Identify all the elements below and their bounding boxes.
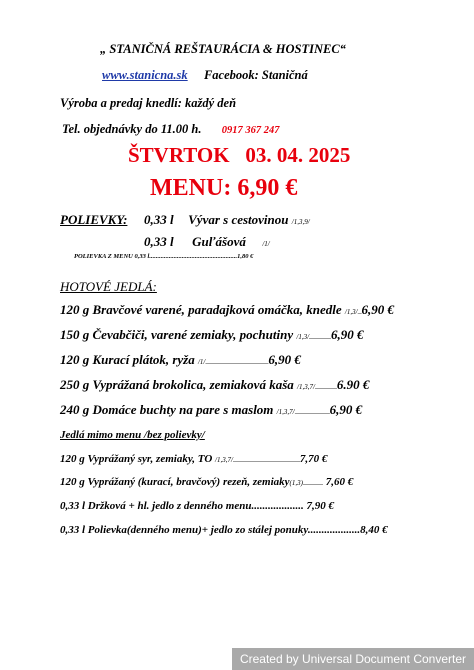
extra-item-text: 120 g Vyprážaný (kurací, bravčový) rezeň, zemiaky bbox=[60, 476, 290, 488]
phone-number: 0917 367 247 bbox=[221, 125, 280, 136]
menu-item-dots: ................................... bbox=[294, 410, 330, 416]
extra-item bbox=[60, 453, 327, 465]
extra-meals-label: Jedlá mimo menu /bez polievky/ bbox=[60, 429, 205, 441]
soup-note bbox=[74, 253, 253, 260]
soup-amount: 0,33 l bbox=[144, 234, 174, 249]
extra-item-price: 8,40 € bbox=[360, 524, 388, 536]
order-label: Tel. objednávky do 11.00 h. bbox=[62, 122, 202, 136]
hot-meals-label: HOTOVÉ JEDLÁ: bbox=[60, 279, 157, 294]
extra-item-text: 0,33 l Polievka(denného menu)+ jedlo zo stálej ponuky bbox=[60, 524, 308, 536]
menu-item-price: 6,90 € bbox=[331, 327, 364, 342]
menu-item-allergens: /1/ bbox=[197, 358, 206, 366]
menu-item-price: 6.90 € bbox=[336, 377, 370, 392]
soup-amount: 0,33 l bbox=[144, 212, 174, 227]
menu-item-dots: ............................................................... bbox=[205, 360, 269, 366]
soup-note-label: POLIEVKA Z MENU 0,33 l bbox=[74, 253, 150, 260]
contact-line bbox=[102, 68, 308, 83]
menu-item-price: 6,90 € bbox=[329, 402, 363, 417]
extra-item bbox=[60, 476, 353, 488]
soup-item-1 bbox=[144, 212, 310, 228]
extra-item-price: 7,60 € bbox=[325, 476, 354, 488]
menu-item-text: 250 g Vyprážaná brokolica, zemiaková kaša bbox=[60, 377, 294, 392]
extra-item bbox=[60, 500, 334, 512]
menu-item-text: 150 g Čevabčiči, varené zemiaky, pochutiny bbox=[60, 327, 294, 342]
menu-item bbox=[60, 302, 394, 318]
extra-item-price: 7,90 € bbox=[306, 500, 334, 512]
extra-item-dots: ................... bbox=[307, 524, 361, 536]
menu-item bbox=[60, 352, 301, 368]
day-heading: ŠTVRTOK 03. 04. 2025 bbox=[128, 143, 351, 167]
menu-item bbox=[60, 402, 362, 418]
soup-allergens: /1/ bbox=[262, 240, 270, 248]
soup-allergens: /1,3,9/ bbox=[291, 218, 310, 226]
extra-item-price: 7,70 € bbox=[299, 453, 328, 465]
extra-item-allergens: (1,3) bbox=[289, 479, 303, 487]
menu-item-price: 6,90 € bbox=[361, 302, 395, 317]
soup-name: Guľášová bbox=[192, 234, 246, 249]
soup-note-price: 1,80 € bbox=[237, 253, 254, 260]
extra-item-dots: .................... bbox=[302, 481, 323, 487]
extra-item-dots: ................................................................... bbox=[232, 458, 300, 464]
facebook-text: Facebook: Staničná bbox=[203, 68, 308, 82]
menu-item-text: 120 g Bravčové varené, paradajková omáčka, knedle bbox=[60, 302, 342, 317]
menu-item-dots: .... bbox=[357, 310, 362, 316]
menu-item-price: 6,90 € bbox=[268, 352, 301, 367]
menu-item-allergens: /1,3,7/ bbox=[297, 383, 315, 391]
soup-item-2 bbox=[144, 234, 270, 250]
order-line bbox=[62, 122, 279, 137]
menu-item-dots: ...................... bbox=[309, 335, 332, 341]
production-text: Výroba a predaj knedlí: každý deň bbox=[60, 96, 237, 110]
soup-note-dots: ...................................................... bbox=[149, 253, 238, 260]
menu-item bbox=[60, 377, 369, 393]
extra-item-text: 120 g Vyprážaný syr, zemiaky, TO bbox=[60, 453, 213, 465]
extra-item bbox=[60, 524, 388, 536]
menu-item-dots: ...................... bbox=[314, 385, 337, 391]
menu-item-text: 120 g Kurací plátok, ryža bbox=[60, 352, 195, 367]
extra-item-text: 0,33 l Držková + hl. jedlo z denného menu bbox=[60, 500, 252, 512]
soups-label: POLIEVKY: bbox=[60, 212, 128, 227]
soup-name: Vývar s cestovinou bbox=[188, 212, 289, 227]
website-link[interactable]: www.stanicna.sk bbox=[102, 68, 188, 82]
menu-item-allergens: /1,3/ bbox=[344, 308, 358, 316]
menu-item-text: 240 g Domáce buchty na pare s maslom bbox=[60, 402, 274, 417]
converter-watermark: Created by Universal Document Converter bbox=[232, 648, 474, 670]
menu-item-allergens: /1,3/ bbox=[296, 333, 310, 341]
extra-item-allergens: /1,3,7/ bbox=[215, 456, 233, 464]
menu-item-allergens: /1,3,7/ bbox=[276, 408, 295, 416]
menu-price-heading: MENU: 6,90 € bbox=[150, 175, 298, 201]
extra-item-dots: ................... bbox=[251, 500, 304, 512]
restaurant-name: „ STANIČNÁ REŠTAURÁCIA & HOSTINEC“ bbox=[100, 42, 346, 56]
menu-item bbox=[60, 327, 364, 343]
